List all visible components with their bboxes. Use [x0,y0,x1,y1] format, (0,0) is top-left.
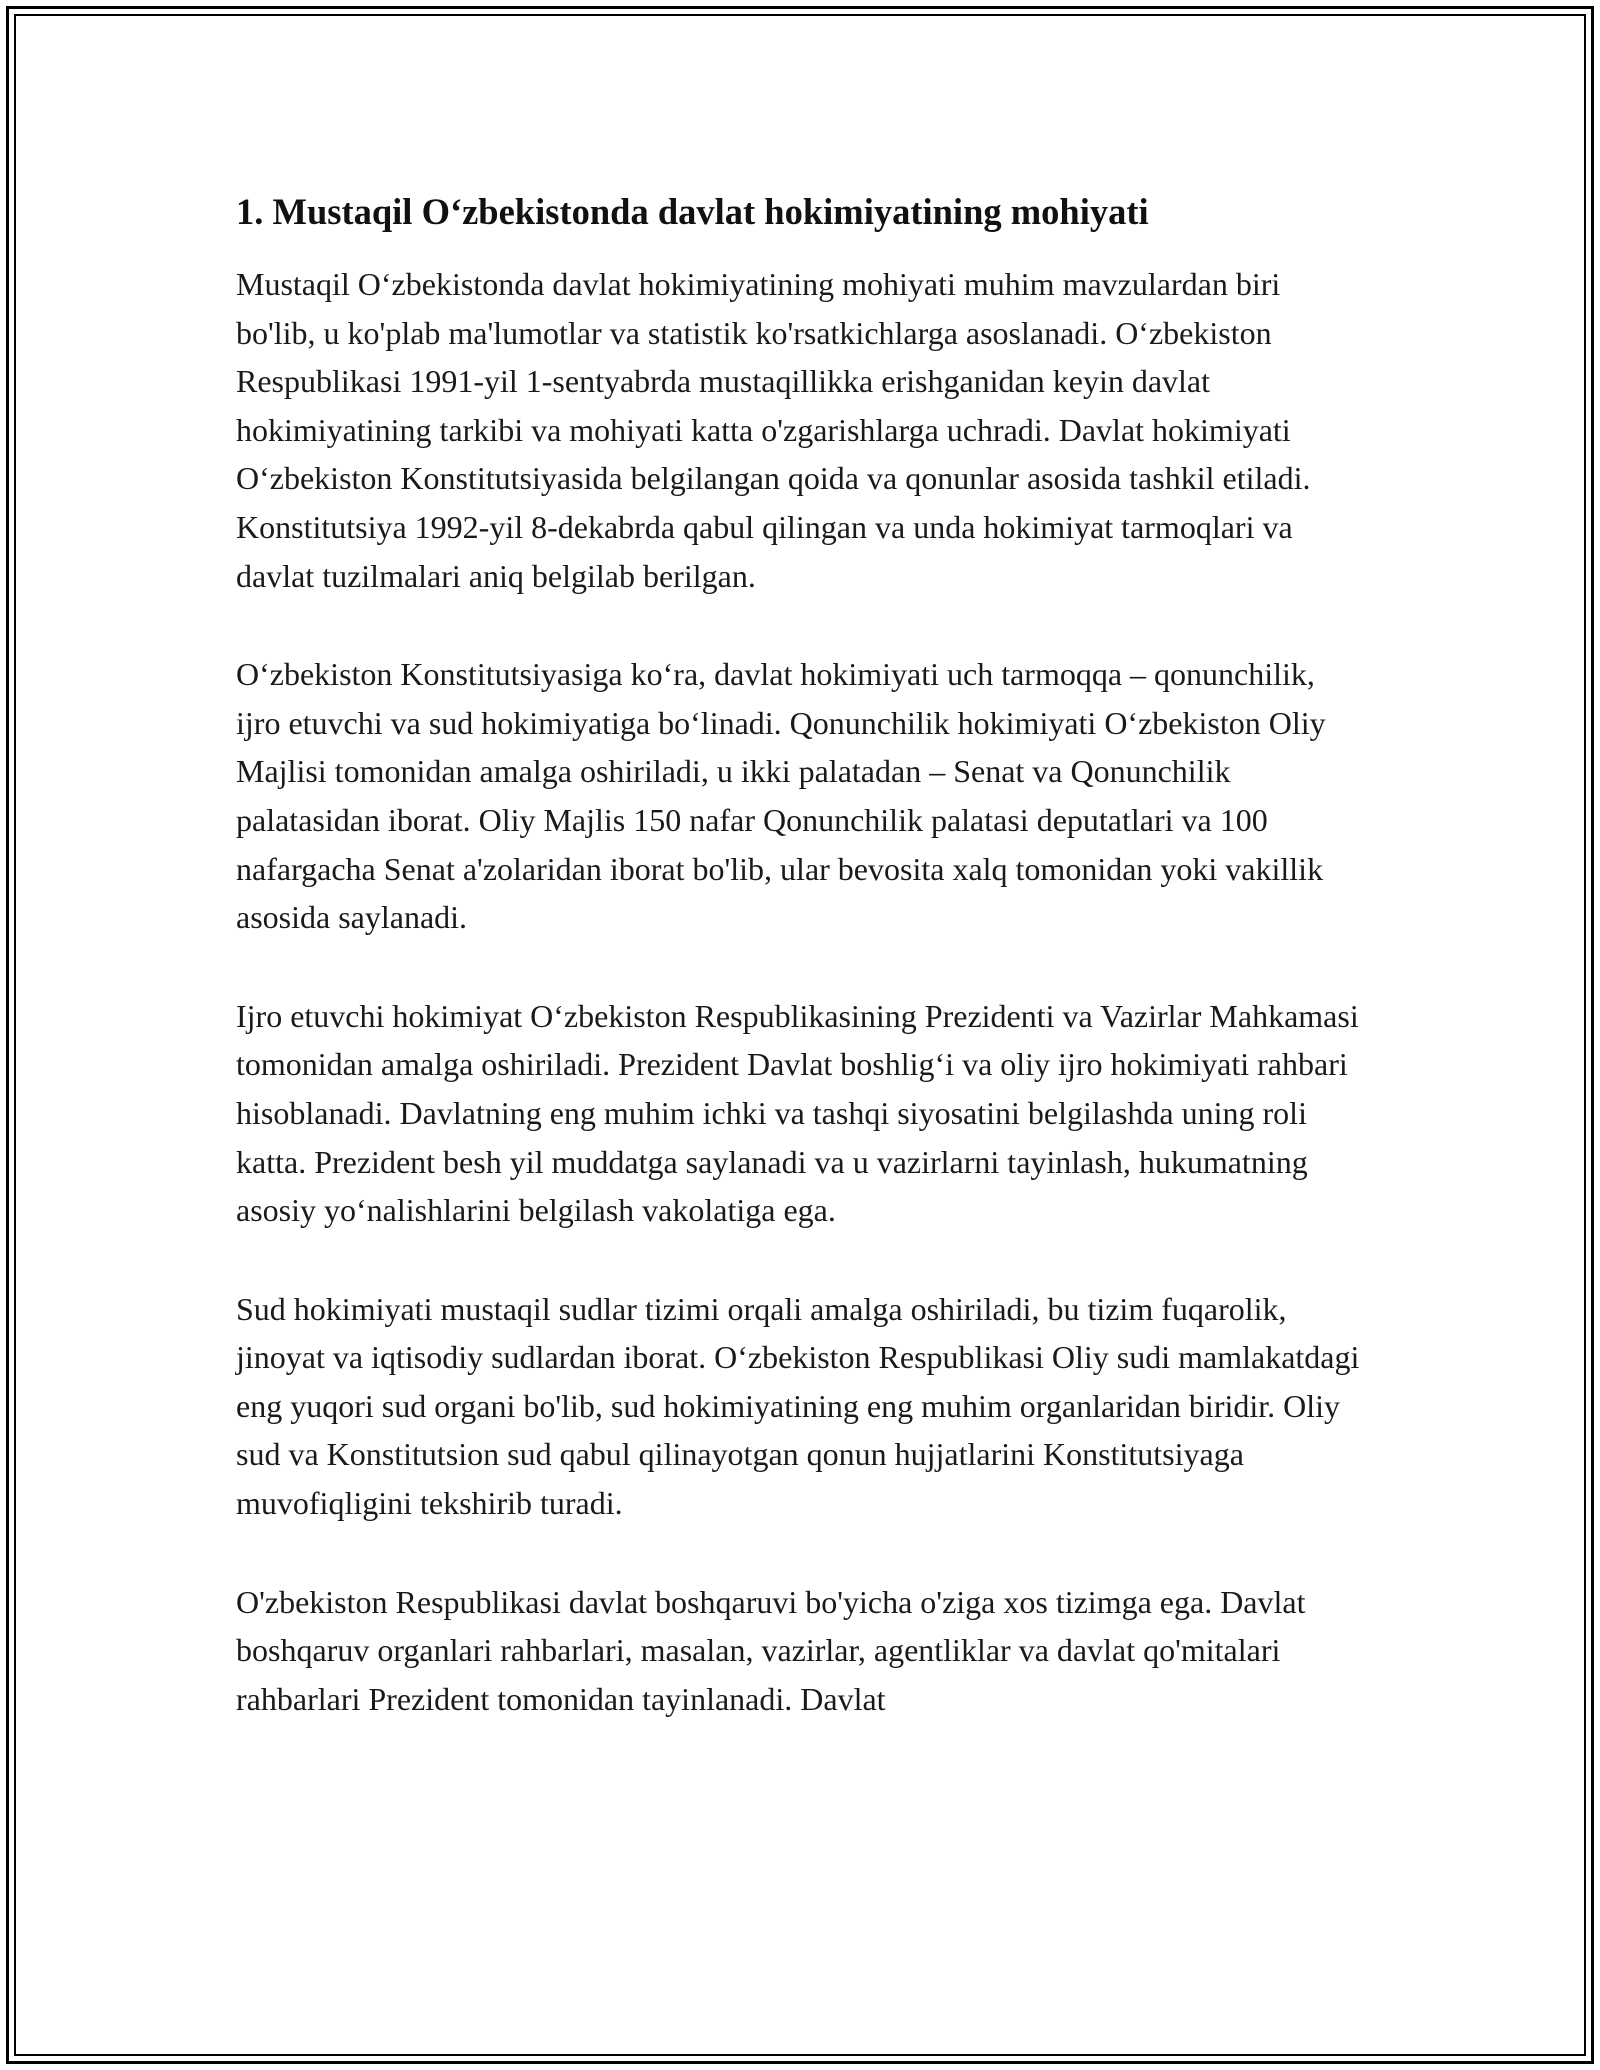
paragraph-1: Mustaqil O‘zbekistonda davlat hokimiyatining mohiyati muhim mavzulardan biri bo'lib, u ko'plab ma'lumotlar va statistik ko'rsatkichlarga asoslanadi. O‘zbekiston Respublikasi 1991-yil 1-sentyabrda mustaqillikka erishganidan keyin davlat hokimiyatining tarkibi va mohiyati katta o'zgarishlarga uchradi. Davlat hokimiyati O‘zbekiston Konstitutsiyasida belgilangan qoida va qonunlar asosida tashkil etiladi. Konstitutsiya 1992-yil 8-dekabrda qabul qilingan va unda hokimiyat tarmoqlari va davlat tuzilmalari aniq belgilab berilgan. [236,266,1311,594]
paragraph-4: Sud hokimiyati mustaqil sudlar tizimi orqali amalga oshiriladi, bu tizim fuqarolik, jinoyat va iqtisodiy sudlardan iborat. O‘zbekiston Respublikasi Oliy sudi mamlakatdagi eng yuqori sud organi bo'lib, sud hokimiyatining eng muhim organlaridan biridir. Oliy sud va Konstitutsion sud qabul qilinayotgan qonun hujjatlarini Konstitutsiyaga muvofiqligini tekshirib turadi. [236,1290,1360,1522]
paragraph-2: O‘zbekiston Konstitutsiyasiga ko‘ra, davlat hokimiyati uch tarmoqqa – qonunchilik, ijro etuvchi va sud hokimiyatiga bo‘linadi. Qonunchilik hokimiyati O‘zbekiston Oliy Majlisi tomonidan amalga oshiriladi, u ikki palatadan – Senat va Qonunchilik palatasidan iborat. Oliy Majlis 150 nafar Qonunchilik palatasi deputatlari va 100 nafargacha Senat a'zolaridan iborat bo'lib, ular bevosita xalq tomonidan yoki vakillik asosida saylanadi. [236,656,1326,936]
paragraph-3: Ijro etuvchi hokimiyat O‘zbekiston Respublikasining Prezidenti va Vazirlar Mahkamasi tomonidan amalga oshiriladi. Prezident Davlat boshlig‘i va oliy ijro hokimiyati rahbari hisoblanadi. Davlatning eng muhim ichki va tashqi siyosatini belgilashda uning roli katta. Prezident besh yil muddatga saylanadi va u vazirlarni tayinlash, hukumatning asosiy yo‘nalishlarini belgilash vakolatiga ega. [236,997,1359,1229]
document-heading: 1. Mustaqil O‘zbekistonda davlat hokimiyatining mohiyati [236,191,1149,232]
document-body [236,186,1366,1773]
paragraph-5: O'zbekiston Respublikasi davlat boshqaruvi bo'yicha o'ziga xos tizimga ega. Davlat boshqaruv organlari rahbarlari, masalan, vazirlar, agentliklar va davlat qo'mitalari rahbarlari Prezident tomonidan tayinlanadi. Davlat [236,1583,1306,1717]
